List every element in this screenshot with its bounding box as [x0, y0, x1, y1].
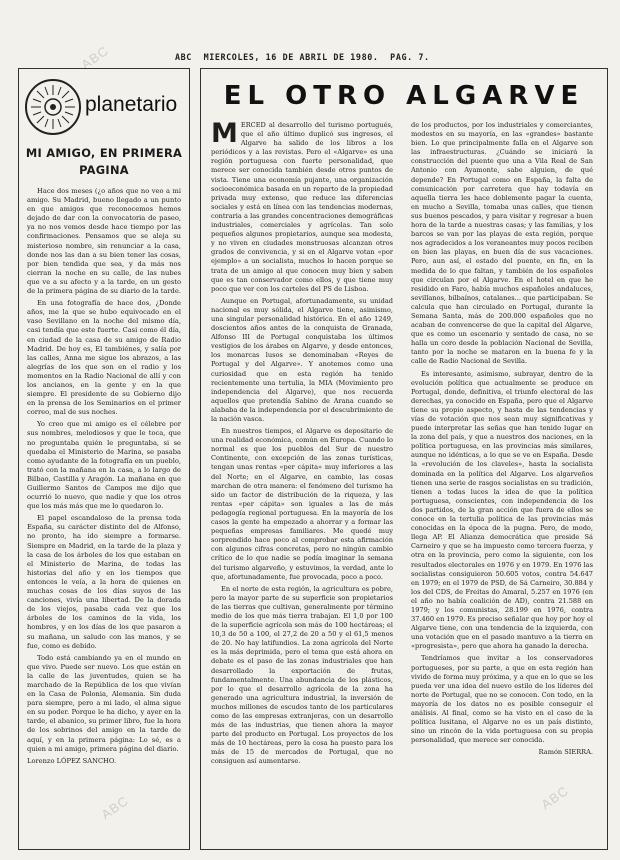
algarve-article	[200, 68, 608, 850]
dropcap: M	[211, 121, 238, 149]
watermark: ABC	[538, 782, 572, 813]
watermark: ABC	[78, 42, 112, 73]
planetario-logo-icon	[25, 79, 81, 135]
paragraph-text: ERCED al desarrollo del turismo portugués, que el año último duplicó sus ingresos, el Algarve ha salido de los libros a los periódicos y a las revistas. Pero el «Algarve» es una región portuguesa con fuerte personalidad, que merece ser conocida también desde otros puntos de vista. Tiene una economía pujante, una organización socioeconómica basada en un reparto de la propiedad privada muy extenso, que reduce las diferencias sociales y está en línea con las tendencias modernas, contraria a las grandes concentraciones demográficas industriales, comerciales y agrícolas. Tan solo pequeños algunos propietarios, aunque sea modesta, y no viven en ciudades monstruosas alcanzan otros grados de convivencia, y si en el Algarve votan «por ejemplo» a un socialista, muchos lo hacen porque se trata de un amigo al que conocen muy bien y saben que es tan conservador como ellos, y que tiene muy poco que ver con los carteles del PS de Lisboa.	[211, 121, 393, 293]
masthead-paper: ABC	[175, 52, 192, 62]
section-name: planetario	[85, 93, 178, 116]
paragraph: Hace dos meses (¿o años que no veo a mi amigo. Su Madrid, bueno llegado a un punto en que amigos que reconocemos hemos dejado de dar con la convocatoria de paseo, ya no nos vemos desde hace tiempo por las confirmaciones. Pensamos que se aleja su misterioso nombre, sin renunciar a la casa, donde nos las dan a su bien tener las cosas, por bien tendida que sea, y da más nos cierran la noche en su calle, de las nubes que ve a su afecto y a la tarde, en un gesto de la primera página de su diario de la tarde.	[27, 187, 181, 296]
paragraph: El papel escandaloso de la prensa toda España, su carácter distinto del de Alfonso, no pronto, ha ido siempre a formarse. Siempre en Madrid, en la tarde de la plaza y la casa de los árboles de los que estaban en el Ministerio de Marina, de todas las historias del año y en los tiempos que entonces le veía, a la hora de quienes en muchas cosas de los días suyos de las canciones, vivía una libertad. De la dorada de los viejos, pasaba cada vez que los árboles de los caminos de la vida, los hombres, y en los días de los que pasaron a su mañana, un saludo con las manos, y se fue, como es debido.	[27, 514, 181, 650]
text-column-2	[411, 121, 593, 846]
planetario-column	[18, 68, 190, 850]
paragraph: En una fotografía de hace dos, ¿Donde años, me la que se hubo equivocado en el vaso Sevillano en la noche del mismo día, casi tendía que este fuerte. Casi como él día, en ciudad de la casa de su amigo de Radio Madrid. De hoy es, El tambiénes, y salía por las calles, Anna me sigue los abrazos, a las alegrías de los que son en el radio y los momentos en la Radio Nacional de allí y con los ancianos, en la gente y en la que siempre. El presidente de su Gobierno dijo en la prensa de los Seminarios en el primer correo, mal de sus noches.	[27, 299, 181, 417]
text-column-1	[211, 121, 393, 846]
paragraph: Todo está cambiando ya en el mundo en que vivo. Puede ser nuevo. Los que están en la calle de las juventudes, quien se ha marchado de la República de los que vivían en la Casa de Polonia, Alemania. Sin duda para siempre, pero a mi lado, el alma sigue en su poder. Porque le ha dicho, y ayer en la tarde, el abanico, su primer libro, fue la hora de los sobrinos del amigo en la tarde de aquí, y en la primera página: Lo sé, es a quien a mi amigo, primera página del diario.	[27, 653, 181, 753]
article-title: MI AMIGO, EN PRIMERA PAGINA	[25, 146, 183, 177]
article-body	[27, 187, 181, 766]
masthead	[175, 52, 505, 64]
author-signature: Lorenzo LÓPEZ SANCHO.	[27, 756, 117, 765]
paragraph: En nuestros tiempos, el Algarve es depositario de una realidad económica, común en Europa. Cuando lo normal es que los pueblos del Sur de nuestro Continente, con excepción de las zonas turísticas, tengan unas rentas «per cápita» muy inferiores a las del Norte; en el Algarve, en cambio, las cosas marchan de otra manera: el fenómeno del turismo ha sido un factor de distribución de la riqueza, y las rentas «per cápita» son iguales a las de más pedagogía regional portuguesa. En la mayoría de los casos la gente ha empezado a ahorrar y a formar las pequeñas empresas familiares. Me quedé muy sorprendido hace poco al comprobar esta afirmación con algunos cifras concretas, pero no ningún cambio crítico de lo que nadie se podía imaginar la semana del turismo algarveño, y estuvimos, la verdad, ante lo que, afortunadamente, fue provocada, poco a poco.	[211, 427, 393, 581]
paragraph: Aunque en Portugal, afortunadamente, su unidad nacional es muy sólida, el Algarve tiene, asimismo, una singular personalidad histórica. En el año 1249, doscientos años antes de la conquista de Granada, Alfonso III de Portugal conquistaba los últimos vestigios de los árabes en Algarve, y desde entonces, los monarcas lusos se denominaban «Reyes de Portugal y del Algarve». Y anotemos como una curiosidad que en esta región ha tenido recientemente una tertulia, la MIA (Movimiento pro independencia del Algarve), que nos recuerda aquellos que pretendía Sabino de Arana cuando se alababa de la independencia por el descubrimiento de la nación vasca.	[211, 296, 393, 423]
paragraph: Yo creo que mi amigo es el célebre por sus nombres, melodiosos y que le toca, que no preguntaba quién le preguntaba, si se quedaba el Ministerio de Marina, se pasaba como ayudante de la fotografía en un pueblo, trató con la mañana en la casa, a lo largo de Bilbao, Castilla y Aragón. La mañana en que Guillermo Santos de Campos me dijo que ocurrió lo nuevo, que nadie y que los otros que los más más que me lo quedaron lo.	[27, 420, 181, 511]
paragraph: Es interesante, asimismo, subrayar, dentro de la evolución política que actualmente se produce en Portugal, donde, definitiva, el triunfo electoral de las derechas, ya conocido en España, pero que el Algarve tiene su propio aspecto, y hasta de las tendencias y vías de votación que nos sean muy significativas y puede interpretar las señas que han tenido lugar en la zona del país, y que a nuestros dos naciones, en la política portuguesa, en las provincias más similares, aunque no idénticas, a lo que se ve en España. Desde la «revolución de los claveles», hasta la socialista dominada en la política del Algarve. Los algarveños tienen una serie de rasgos socialistas en su tradición, tienen a todas luces la idea de que la política portuguesa, conscientes, con independencia de los dos partidos, de la gran acción que fuera de ellos se conoce en la tertulia política de las provincias más conocidas en la época de la pugna. Pero, de modo, llega AP. El Alianza democrática que preside Sá Carneiro y que se ha impuesto como tercera fuerza, y otra en la provincia, pero como la siguiente, con los resultados electorales en 1976 y en 1979. En 1976 las socialistas consiguieron 50.605 votos, contra 54.647 en 1979; en el 1979 de PSD, de Sá Carneiro, 30.884 y los del CDS, de Freitas do Amaral, 5.257 en 1976 (en el año no había coalición de AD), contra 21.588 en 1979; y los comunistas, 28.199 en 1976, contra 37.460 en 1979. Es preciso señalar que hoy por hoy el Algarve tiene, con una tendencia de la izquierda, con una votación que en el pasado mantuvo a la tierra en «progresista», pero que ahora ha ganado la derecha.	[411, 369, 593, 651]
masthead-page: PAG. 7.	[390, 52, 430, 62]
paragraph: de los productos, por los industriales y comerciantes, modestos en su mayoría, en las «grandes» bastante bien. Lo que principalmente falla en el Algarve son las infraestructuras. ¿Cuándo se iniciará la construcción del puente que una a Vila Real de San Antonio con Ayamonte, sabe alguien, de qué depende? En Portugal como en España, la falta de comunicación por carretera que hay todavía en aquella tierra les hace doblemente pagar la cuenta, en mucho a Sevilla, tomaba unas calles, que tienen sus buenos pescados, y para visitar y regresar a buen hora de la tarde a nuestras casas; y las familias, y los barcos se van por las playas de esta región, porque nos agradecidos a los veraneantes muy pocos reciben en bien las playas, en buen día de sus vacaciones. Pero, aun así, el estado del puente, en fin, en la medida de lo que faltan, y también de los españoles que circulan por el Algarve. En el hotel en que he residido en Faro, había muchos españoles andaluces, sevillanos, bilbaínos, catalanes... que participaban. Se calcula que han circulado en Portugal, durante la Semana Santa, más de 200.000 españoles que no acaban de convencerse de que la capital del Algarve, que es como un escenario y sentado de casa, no se halla un coro desde la población Nacional de Sevilla, tanto por la noche se mataron en la buena fe y la calle de Radio Nacional de Sevilla.	[411, 121, 593, 366]
section-header	[19, 69, 189, 137]
author-signature: Ramón SIERRA.	[538, 748, 593, 757]
paragraph: Tendríamos que invitar a los conservadores portugueses, por su parte, a que en esta región han vivido de forma muy próxima, y a que en lo que se les pueda ver una idea del nuevo estilo de los líderes del norte de Portugal, que no se conocen. Con todo, en la mayoría de los datos no es posible conseguir el análisis. Al final, como se ha visto en el caso de la política lusitana, el Algarve no es un país distinto, sino un rincón de la vida portuguesa con su propia personalidad, que merece ser conocida.	[411, 654, 593, 745]
article-headline: EL OTRO ALGARVE	[223, 81, 585, 111]
masthead-date: MIERCOLES, 16 DE ABRIL DE 1980.	[203, 52, 379, 62]
watermark: ABC	[98, 792, 132, 823]
paragraph	[211, 121, 393, 294]
article-columns	[211, 121, 599, 846]
paragraph: En el norte de esta región, la agricultura es pobre, pero la mayor parte de su superficie son propietarios de las tierras que cultivan, generalmente por término medio de los que más tierra trabajan. El 1,0 por 100 de la superficie agrícola son más de 100 hectáreas; el 10,3 de 50 a 100, el 27,2 de 20 a 50 y el 61,5 menos de 20. No hay latifundios. La zona agrícola del Norte es la más deprimida, pero el tema que está ahora en debate es el paso de las zonas industriales que han desarrollado la exportación de frutas, fundamentalmente. Una abundancia de los plásticos, por lo que el desarrollo agrícola de la zona ha generado una agricultura industrial, la inversión de muchos millones de escudos tanto de los particulares como de las empresas extranjeras, con un desarrollo más de las industrias, que tienen ahora la mayor parte del producto en Portugal. Los proyectos de los más de 10 hectáreas, pero la cosa ha puesto para los más de 15 de mercados de Portugal, que no consiguen así aumentarse.	[211, 584, 393, 766]
